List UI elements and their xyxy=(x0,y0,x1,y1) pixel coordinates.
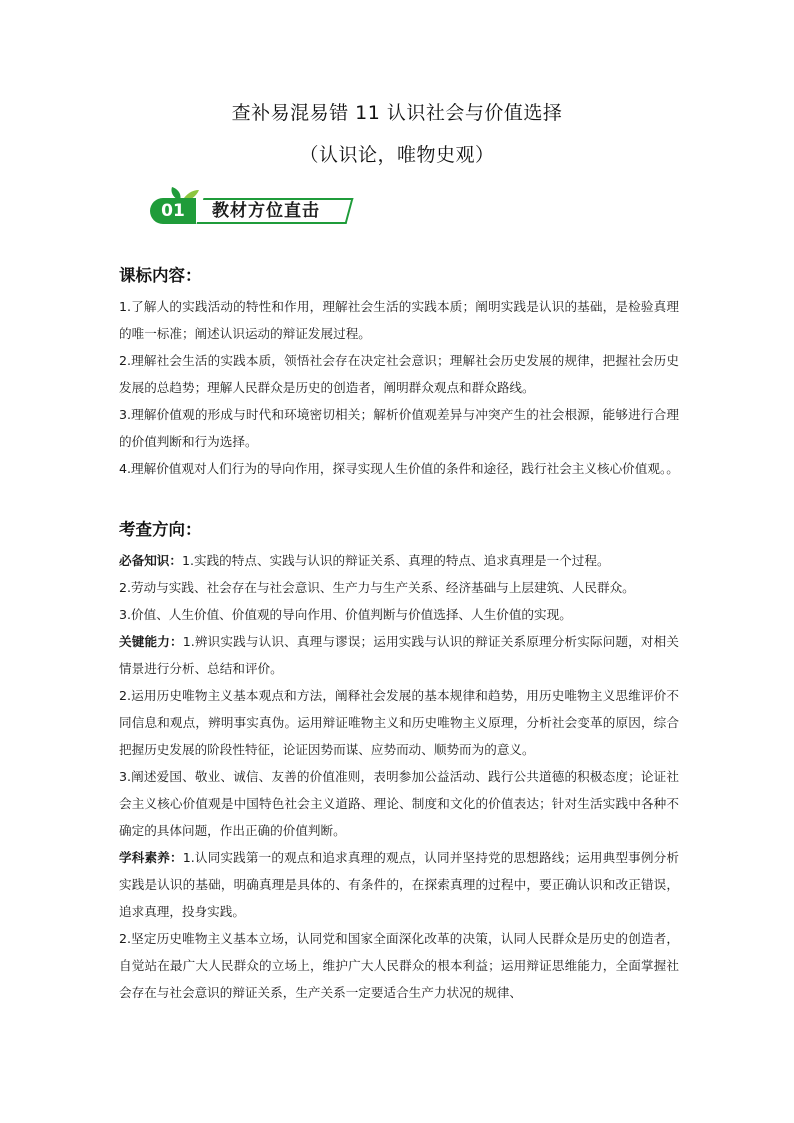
must-know-label: 必备知识： xyxy=(119,553,182,568)
page-subtitle: （认识论，唯物史观） xyxy=(299,144,495,166)
curriculum-item: 4.理解价值观对人们行为的导向作用，探寻实现人生价值的条件和途径，践行社会主义核心价值观。。 xyxy=(119,461,679,476)
curriculum-item: 2.理解社会生活的实践本质，领悟社会存在决定社会意识；理解社会历史发展的规律，把握社会历史发展的总趋势；理解人民群众是历史的创造者，阐明群众观点和群众路线。 xyxy=(119,353,679,395)
must-know-item: 必备知识：1.实践的特点、实践与认识的辩证关系、真理的特点、追求真理是一个过程。 xyxy=(119,553,610,568)
must-know-item: 2.劳动与实践、社会存在与社会意识、生产力与生产关系、经济基础与上层建筑、人民群众。 xyxy=(119,580,635,595)
section-badge xyxy=(150,188,355,228)
curriculum-item: 1.了解人的实践活动的特性和作用，理解社会生活的实践本质；阐明实践是认识的基础，是检验真理的唯一标准；阐述认识运动的辩证发展过程。 xyxy=(119,299,679,341)
badge-label: 教材方位直击 xyxy=(212,201,320,221)
page-title: 查补易混易错 11 认识社会与价值选择 xyxy=(231,102,563,124)
curriculum-item: 3.理解价值观的形成与时代和环境密切相关；解析价值观差异与冲突产生的社会根源，能够进行合理的价值判断和行为选择。 xyxy=(119,407,679,449)
literacy-label: 学科素养： xyxy=(119,850,183,865)
literacy-item: 2.坚定历史唯物主义基本立场，认同党和国家全面深化改革的决策，认同人民群众是历史的创造者，自觉站在最广大人民群众的立场上，维护广大人民群众的根本利益；运用辩证思维能力，全面掌握社会存在与社会意识的辩证关系，生产关系一定要适合生产力状况的规律、 xyxy=(119,931,679,1000)
key-ability-item: 3.阐述爱国、敬业、诚信、友善的价值准则，表明参加公益活动、践行公共道德的积极态度；论证社会主义核心价值观是中国特色社会主义道路、理论、制度和文化的价值表达；针对生活实践中各种不确定的具体问题，作出正确的价值判断。 xyxy=(119,769,679,838)
badge-number: 01 xyxy=(150,198,196,224)
literacy-item: 学科素养：1.认同实践第一的观点和追求真理的观点，认同并坚持党的思想路线；运用典型事例分析实践是认识的基础，明确真理是具体的、有条件的，在探索真理的过程中，要正确认识和改正错误，追求真理，投身实践。 xyxy=(119,850,679,919)
section-heading-curriculum: 课标内容： xyxy=(119,266,202,285)
section-heading-direction: 考查方向： xyxy=(119,520,202,539)
key-ability-item: 关键能力：1.辨识实践与认识、真理与谬误；运用实践与认识的辩证关系原理分析实际问题，对相关情景进行分析、总结和评价。 xyxy=(119,634,679,676)
must-know-item: 3.价值、人生价值、价值观的导向作用、价值判断与价值选择、人生价值的实现。 xyxy=(119,607,572,622)
key-ability-item: 2.运用历史唯物主义基本观点和方法，阐释社会发展的基本规律和趋势，用历史唯物主义思维评价不同信息和观点，辨明事实真伪。运用辩证唯物主义和历史唯物主义原理，分析社会变革的原因，综合把握历史发展的阶段性特征，论证因势而谋、应势而动、顺势而为的意义。 xyxy=(119,688,679,757)
key-ability-label: 关键能力： xyxy=(119,634,183,649)
